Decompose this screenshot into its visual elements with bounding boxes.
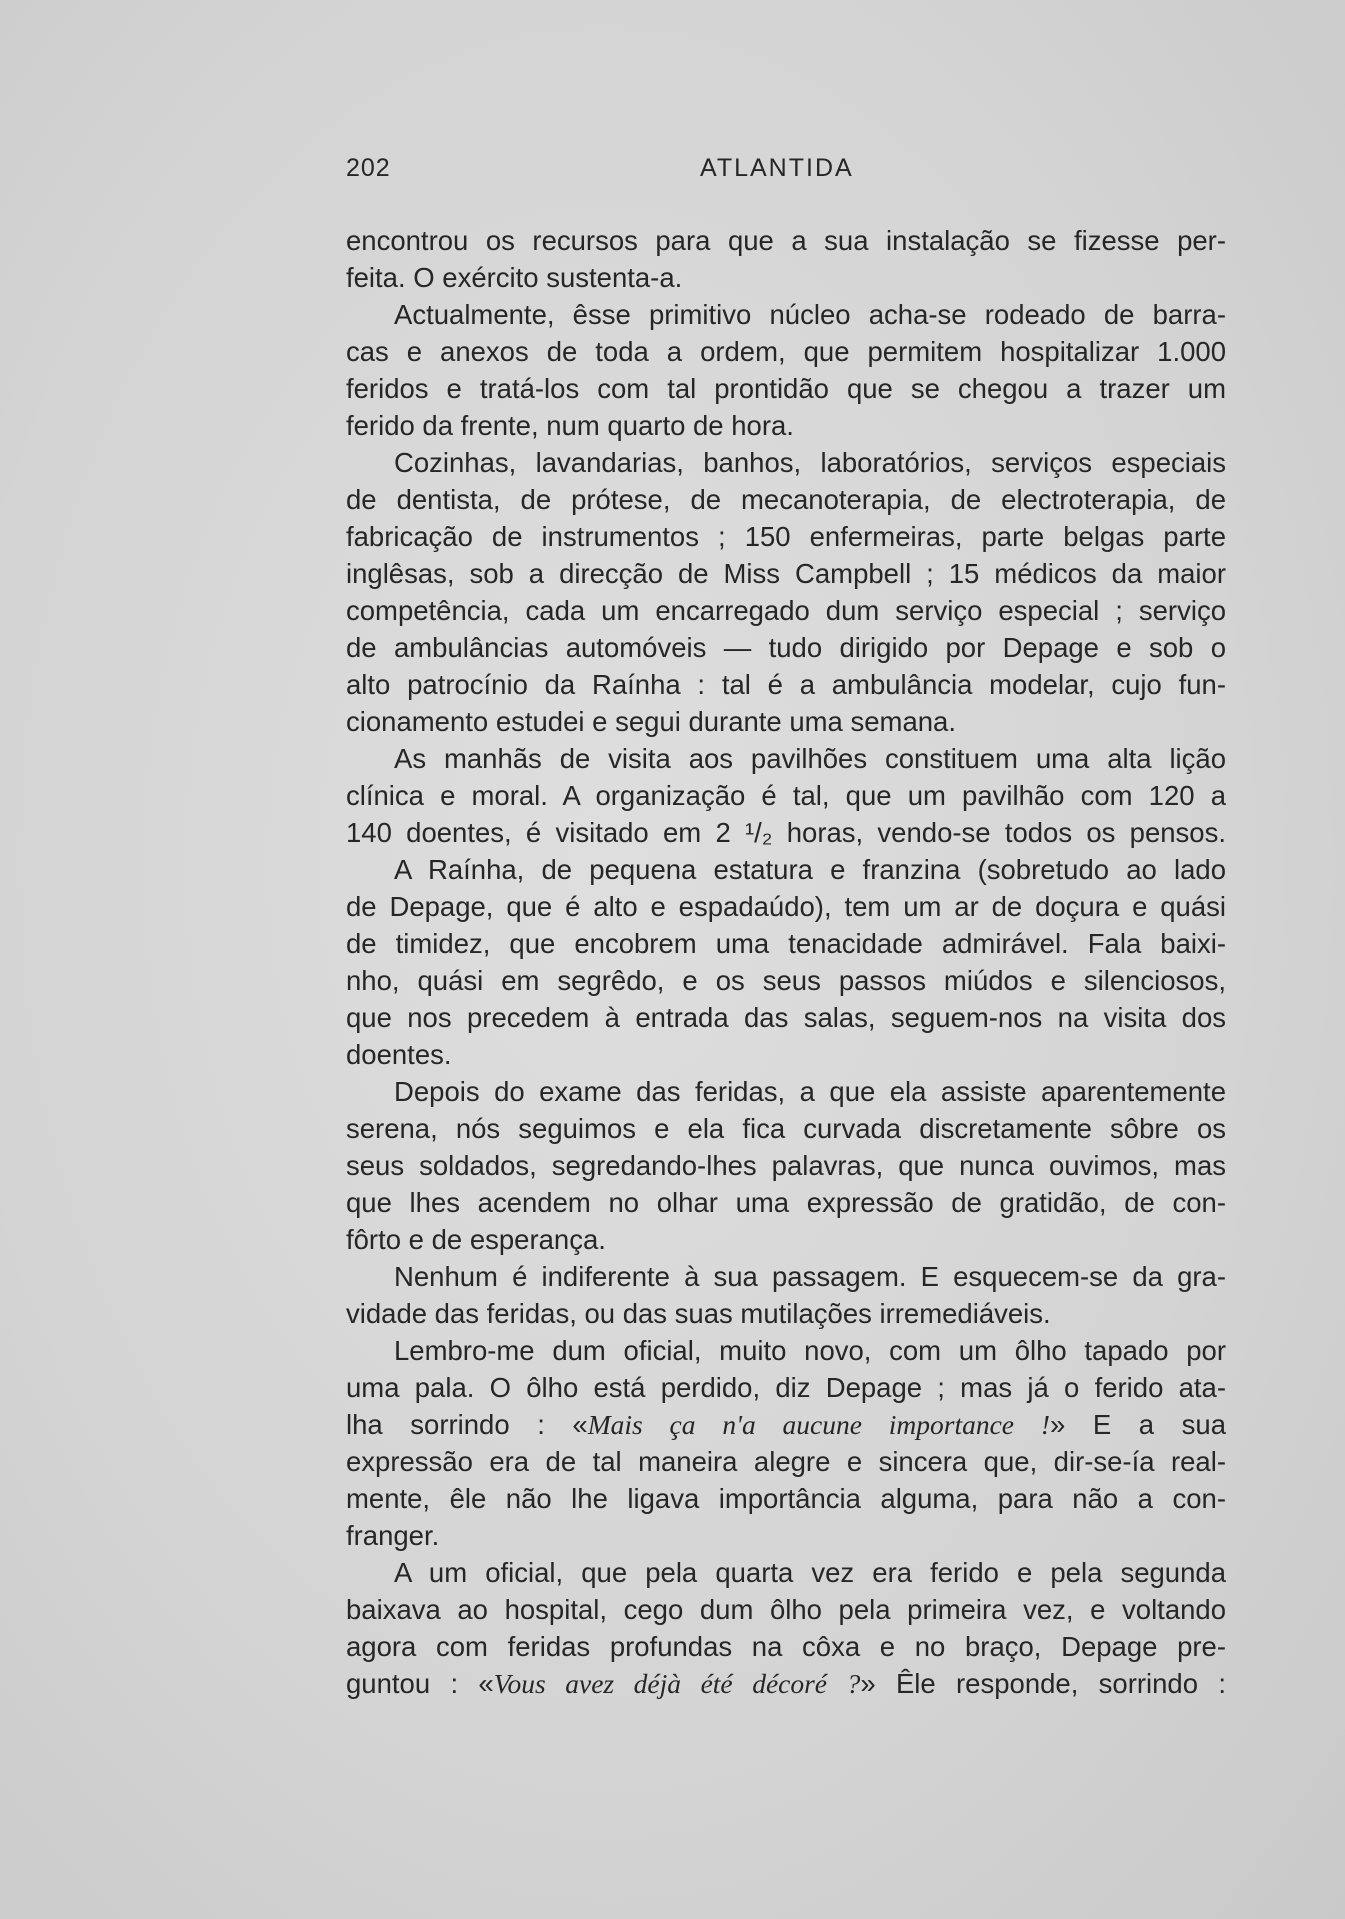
text-line: fôrto e de esperança. [346, 1224, 606, 1255]
text-line: As manhãs de visita aos pavilhões constituem uma alta lição [394, 743, 1226, 774]
text-line: uma pala. O ôlho está perdido, diz Depage ; mas já o ferido ata- [346, 1372, 1226, 1403]
text-line: ferido da frente, num quarto de hora. [346, 410, 794, 441]
text-line: lha sorrindo : «Mais ça n'a aucune importance !» E a sua [346, 1409, 1226, 1440]
text-line: seus soldados, segredando-lhes palavras, que nunca ouvimos, mas [346, 1150, 1226, 1181]
running-head: ATLANTIDA [700, 154, 854, 182]
text-line: que lhes acendem no olhar uma expressão de gratidão, de con- [346, 1187, 1226, 1218]
text-line: nho, quási em segrêdo, e os seus passos miúdos e silenciosos, [346, 965, 1226, 996]
text-line: expressão era de tal maneira alegre e sincera que, dir-se-ía real- [346, 1446, 1226, 1477]
page-header [346, 154, 1232, 194]
page-number: 202 [346, 154, 391, 182]
text-line: competência, cada um encarregado dum serviço especial ; serviço [346, 595, 1226, 626]
text-line: de Depage, que é alto e espadaúdo), tem um ar de doçura e quási [346, 891, 1226, 922]
text-line: vidade das feridas, ou das suas mutilações irremediáveis. [346, 1298, 1051, 1329]
text-line: franger. [346, 1520, 440, 1551]
text-line: Cozinhas, lavandarias, banhos, laboratórios, serviços especiais [394, 447, 1226, 478]
text-line: Nenhum é indiferente à sua passagem. E esquecem-se da gra- [394, 1261, 1226, 1292]
text-line: que nos precedem à entrada das salas, seguem-nos na visita dos [346, 1002, 1226, 1033]
text-line: inglêsas, sob a direcção de Miss Campbell ; 15 médicos da maior [346, 558, 1226, 589]
text-line: de dentista, de prótese, de mecanoterapia, de electroterapia, de [346, 484, 1226, 515]
text-line: fabricação de instrumentos ; 150 enfermeiras, parte belgas parte [346, 521, 1226, 552]
text-line: clínica e moral. A organização é tal, que um pavilhão com 120 a [346, 780, 1226, 811]
text-line: A Raínha, de pequena estatura e franzina (sobretudo ao lado [394, 854, 1226, 885]
text-line: mente, êle não lhe ligava importância alguma, para não a con- [346, 1483, 1226, 1514]
text-line: encontrou os recursos para que a sua instalação se fizesse per- [346, 225, 1226, 256]
text-line: A um oficial, que pela quarta vez era ferido e pela segunda [394, 1557, 1226, 1588]
text-line: de timidez, que encobrem uma tenacidade admirável. Fala baixi- [346, 928, 1226, 959]
body-text [346, 222, 1226, 1702]
italic-quote: Mais ça n'a aucune importance ! [587, 1409, 1050, 1440]
text-line: feita. O exército sustenta-a. [346, 262, 683, 293]
text-line: serena, nós seguimos e ela fica curvada discretamente sôbre os [346, 1113, 1226, 1144]
text-line: baixava ao hospital, cego dum ôlho pela primeira vez, e voltando [346, 1594, 1226, 1625]
text-line: guntou : «Vous avez déjà été décoré ?» Êle responde, sorrindo : [346, 1668, 1226, 1699]
text-line: cas e anexos de toda a ordem, que permitem hospitalizar 1.000 [346, 336, 1226, 367]
text-line: agora com feridas profundas na côxa e no braço, Depage pre- [346, 1631, 1226, 1662]
text-line: alto patrocínio da Raínha : tal é a ambulância modelar, cujo fun- [346, 669, 1226, 700]
italic-quote: Vous avez déjà été décoré ? [493, 1668, 861, 1699]
text-line: 140 doentes, é visitado em 2 ¹/₂ horas, vendo-se todos os pensos. [346, 817, 1226, 848]
text-line: doentes. [346, 1039, 452, 1070]
text-line: feridos e tratá-los com tal prontidão que se chegou a trazer um [346, 373, 1226, 404]
text-line: Lembro-me dum oficial, muito novo, com um ôlho tapado por [394, 1335, 1226, 1366]
text-line: Actualmente, êsse primitivo núcleo acha-se rodeado de barra- [394, 299, 1226, 330]
text-line: cionamento estudei e segui durante uma semana. [346, 706, 956, 737]
text-line: de ambulâncias automóveis — tudo dirigido por Depage e sob o [346, 632, 1226, 663]
text-line: Depois do exame das feridas, a que ela assiste aparentemente [394, 1076, 1226, 1107]
